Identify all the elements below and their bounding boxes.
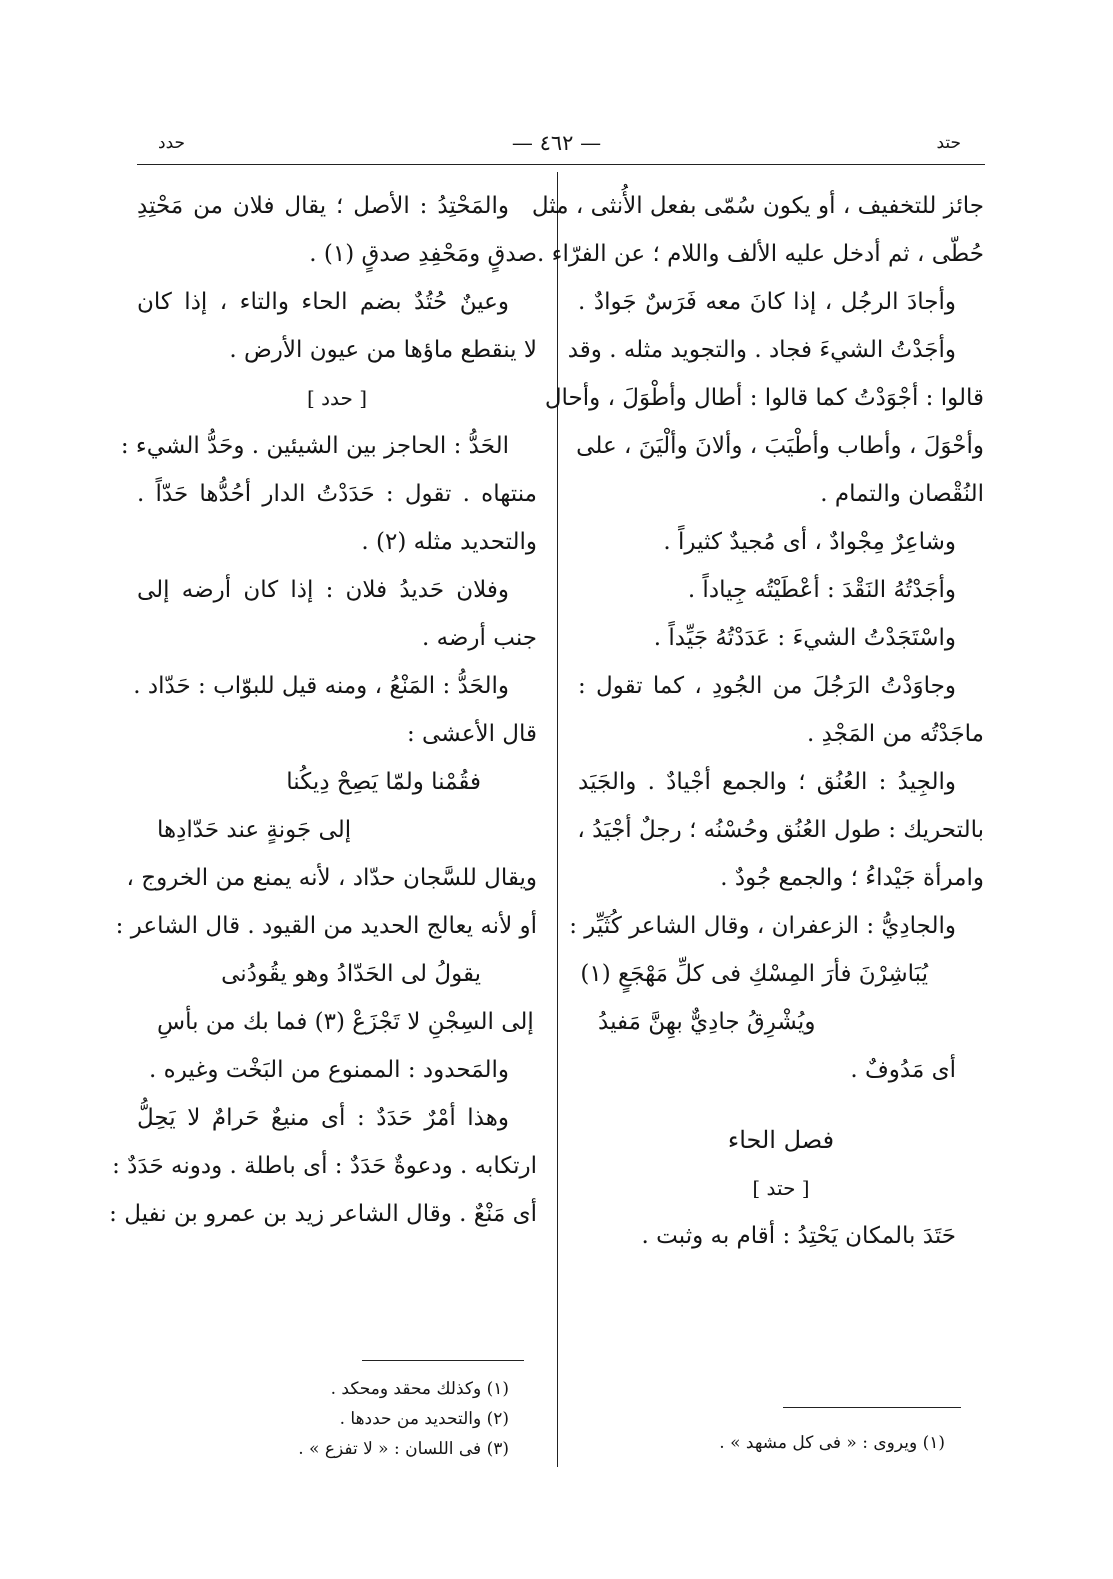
text-line: حَتَدَ بالمكان يَحْتِدُ : أقام به وثبت . bbox=[641, 1223, 956, 1249]
text-line: وأجَدْتُهُ النَقْدَ : أعْطَيْتُه جِياداً . bbox=[687, 577, 956, 603]
text-line: وعينٌ حُتُدٌ بضم الحاء والتاء ، إذا كان bbox=[137, 289, 509, 315]
text-line: أى مَدُوفٌ . bbox=[850, 1057, 956, 1083]
text-line: الحَدُّ : الحاجز بين الشيئين . وحَدُّ الشيء : bbox=[120, 433, 509, 459]
footnote-rule bbox=[362, 1360, 524, 1361]
footnote: (١) ويروى : « فى كل مشهد » . bbox=[719, 1433, 945, 1453]
verse-line: إلى السِجْنِ لا تَجْزَعْ (٣) فما بك من بأسِ bbox=[157, 1009, 534, 1035]
header-rule bbox=[137, 164, 985, 165]
entry-heading: [ حدد ] bbox=[306, 386, 368, 410]
text-line: أى مَنْعٌ . وقال الشاعر زيد بن عمرو بن نفيل : bbox=[109, 1201, 537, 1227]
header-keyword-right: حتد bbox=[936, 133, 961, 153]
footnotes-right bbox=[719, 1428, 945, 1458]
footnotes-left bbox=[298, 1374, 509, 1464]
spacer bbox=[578, 1094, 984, 1116]
verse-line: يُبَاشِرْنَ فأرَ المِسْكِ فى كلِّ مَهْجَعٍ (١) bbox=[580, 961, 928, 987]
text-line: وأجَدْتُ الشيءَ فجاد . والتجويد مثله . وقد bbox=[567, 337, 956, 363]
text-line: وفلان حَديدُ فلان : إذا كان أرضه إلى bbox=[137, 577, 509, 603]
footnote: (٢) والتحديد من حددها . bbox=[339, 1409, 509, 1429]
text-line: حُطّى ، ثم أدخل عليه الألف واللام ؛ عن الفرّاء . bbox=[537, 241, 984, 267]
text-line: وشاعِرٌ مِجْوادٌ ، أى مُجيدٌ كثيراً . bbox=[663, 529, 956, 555]
verse-line: إلى جَونةٍ عند حَدّادِها bbox=[157, 817, 352, 843]
text-line: وأحْوَلَ ، وأطاب وأطْيَبَ ، وألانَ وألْيَنَ ، على bbox=[576, 433, 984, 459]
text-line: جائز للتخفيف ، أو يكون سُمّى بفعل الأُنثى ، مثل bbox=[531, 193, 984, 219]
text-line: وأجادَ الرجُل ، إذا كانَ معه فَرَسٌ جَوادٌ . bbox=[578, 289, 956, 315]
section-title: فصل الحاء bbox=[727, 1126, 835, 1154]
text-line: والمَحْتِدُ : الأصل ؛ يقال فلان من مَحْتِدِ bbox=[137, 193, 509, 219]
text-line: والتحديد مثله (٢) . bbox=[361, 529, 537, 555]
text-line: قال الأعشى : bbox=[406, 721, 537, 747]
text-line: قالوا : أجْوَدْتُ كما قالوا : أطال وأطْوَلَ ، وأحال bbox=[544, 385, 984, 411]
text-line: النُقْصان والتمام . bbox=[820, 481, 984, 507]
header-keyword-left: حدد bbox=[158, 133, 186, 153]
right-column bbox=[531, 182, 984, 1260]
entry-heading: [ حتد ] bbox=[752, 1176, 810, 1200]
verse-line: ويُشْرِقُ جادِيٌّ بهِنَّ مَفيدُ bbox=[598, 1009, 816, 1035]
column-divider bbox=[557, 172, 558, 1467]
text-line: بالتحريك : طول العُنُق وحُسْنُه ؛ رجلٌ أجْيَدُ ، bbox=[577, 817, 984, 843]
text-line: ارتكابه . ودعوةٌ حَدَدٌ : أى باطلة . ودونه حَدَدٌ : bbox=[112, 1153, 537, 1179]
text-line: منتهاه . تقول : حَدَدْتُ الدار أحُدُّها حَدّاً . bbox=[137, 481, 537, 507]
text-line: والحَدُّ : المَنْعُ ، ومنه قيل للبوّاب : حَدّاد . bbox=[133, 673, 509, 699]
text-line: وهذا أمْرٌ حَدَدٌ : أى منيعٌ حَرامٌ لا يَحِلُّ bbox=[137, 1105, 509, 1131]
text-line: صدقٍ ومَحْفِدِ صدقٍ (١) . bbox=[309, 241, 537, 267]
verse-line: يقولُ لى الحَدّادُ وهو يقُودُنى bbox=[221, 961, 481, 987]
text-line: واسْتَجَدْتُ الشيءَ : عَدَدْتُهُ جَيِّداً . bbox=[653, 625, 956, 651]
text-line: أو لأنه يعالج الحديد من القيود . قال الشاعر : bbox=[115, 913, 537, 939]
text-line: والمَحدود : الممنوع من البَخْت وغيره . bbox=[149, 1057, 509, 1083]
text-line: وجاوَدْتُ الرَجُلَ من الجُودِ ، كما تقول : bbox=[578, 673, 956, 699]
footnote: (٣) فى اللسان : « لا تفزع » . bbox=[298, 1439, 509, 1459]
text-line: وامرأة جَيْداءُ ؛ والجمع جُودٌ . bbox=[720, 865, 984, 891]
text-line: ماجَدْتُه من المَجْدِ . bbox=[806, 721, 984, 747]
left-column bbox=[109, 182, 537, 1238]
text-line: ويقال للسَّجان حدّاد ، لأنه يمنع من الخروج ، bbox=[126, 865, 537, 891]
footnote: (١) وكذلك محقد ومحكد . bbox=[330, 1379, 509, 1399]
page-number: — ٤٦٢ — bbox=[511, 131, 602, 155]
text-line: لا ينقطع ماؤها من عيون الأرض . bbox=[229, 337, 537, 363]
verse-line: فقُمْنا ولمّا يَصِحْ دِيكُنا bbox=[286, 769, 481, 795]
text-line: والجِيدُ : العُنُق ؛ والجمع أجْيادٌ . والجَيَد bbox=[578, 769, 956, 795]
footnote-rule bbox=[783, 1407, 961, 1408]
text-line: جنب أرضه . bbox=[421, 625, 537, 651]
text-line: والجادِيُّ : الزعفران ، وقال الشاعر كُثَيِّر : bbox=[569, 913, 956, 939]
